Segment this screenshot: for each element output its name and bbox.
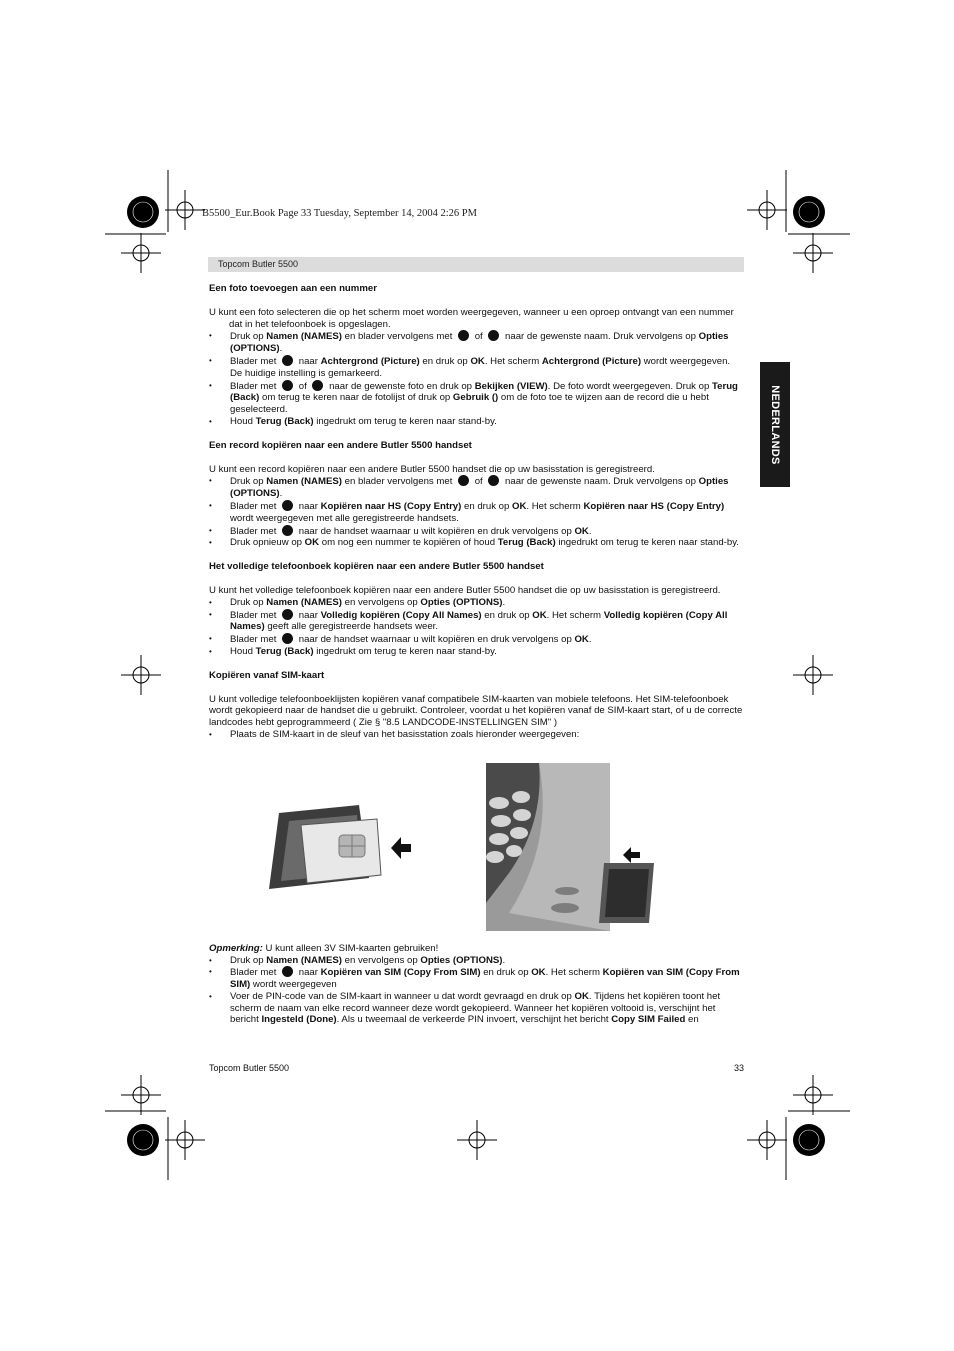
note-label: Opmerking: bbox=[209, 942, 263, 954]
nav-down-key-icon bbox=[312, 380, 323, 391]
list-item: • Blader met naar Achtergrond (Picture) en druk op OK. Het scherm Achtergrond (Picture) wordt weergegeven. De huidige instelling is gemarkeerd. bbox=[209, 355, 744, 380]
list-item: • Druk op Namen (NAMES) en vervolgens op Opties (OPTIONS). bbox=[209, 955, 744, 967]
nav-down-key-icon bbox=[282, 609, 293, 620]
list-item: • Blader met of naar de gewenste foto en druk op Bekijken (VIEW). De foto wordt weergegeven. Druk op Terug (Back) om terug te keren naar de fotolijst of druk op Gebruik () om de foto toe te wijzen aan de record die u hebt geselecteerd. bbox=[209, 380, 744, 416]
list-item: • Plaats de SIM-kaart in de sleuf van het basisstation zoals hieronder weergegeven: bbox=[209, 729, 744, 741]
list-item: • Houd Terug (Back) ingedrukt om terug te keren naar stand-by. bbox=[209, 646, 744, 658]
page-content bbox=[209, 283, 744, 1038]
arrow-left-icon bbox=[391, 837, 411, 859]
nav-down-key-icon bbox=[282, 633, 293, 644]
list-item: • Houd Terug (Back) ingedrukt om terug te keren naar stand-by. bbox=[209, 416, 744, 428]
sim-card-illustrations bbox=[209, 763, 744, 935]
nav-up-key-icon bbox=[282, 380, 293, 391]
page-number: 33 bbox=[734, 1063, 745, 1073]
list-item: • Druk op Namen (NAMES) en blader vervolgens met of naar de gewenste naam. Druk vervolgens op Opties (OPTIONS). bbox=[209, 475, 744, 500]
nav-down-key-icon bbox=[282, 355, 293, 366]
list-item: • Druk opnieuw op OK om nog een nummer te kopiëren of houd Terug (Back) ingedrukt om terug te keren naar stand-by. bbox=[209, 537, 744, 549]
nav-down-key-icon bbox=[488, 475, 499, 486]
paragraph: U kunt een record kopiëren naar een andere Butler 5500 handset die op uw basisstation is geregistreerd. bbox=[209, 463, 655, 475]
list-item: • Blader met naar Kopiëren van SIM (Copy From SIM) en druk op OK. Het scherm Kopiëren van SIM (Copy From SIM) wordt weergegeven bbox=[209, 966, 744, 991]
nav-down-key-icon bbox=[488, 330, 499, 341]
print-meta: B5500_Eur.Book Page 33 Tuesday, September 14, 2004 2:26 PM bbox=[202, 208, 477, 219]
paragraph: U kunt het volledige telefoonboek kopiëren naar een andere Butler 5500 handset die op uw basisstation is geregistreerd. bbox=[209, 584, 721, 596]
sim-tray-illustration bbox=[269, 805, 381, 889]
nav-up-key-icon bbox=[458, 330, 469, 341]
language-tab bbox=[760, 362, 790, 487]
base-station-illustration bbox=[486, 763, 654, 931]
bullet-list bbox=[209, 475, 744, 549]
list-item: • Blader met naar Kopiëren naar HS (Copy Entry) en druk op OK. Het scherm Kopiëren naar HS (Copy Entry) wordt weergegeven met alle geregistreerde handsets. bbox=[209, 500, 744, 525]
language-tab-label: NEDERLANDS bbox=[769, 384, 781, 465]
bullet-list bbox=[209, 955, 744, 1027]
bullet-list bbox=[209, 597, 744, 658]
paragraph: U kunt volledige telefoonboeklijsten kopiëren vanaf compatibele SIM-kaarten van mobiele telefoons. Het SIM-telefoonboek wordt gekopieerd naar de handset die u gebruikt. Controleer, voordat u het kopiëren vanaf de SIM-kaart start, of u de correcte landcodes hebt geprogrammeerd ( Zie § "8.5 LANDCODE-INSTELLINGEN SIM" ) bbox=[209, 693, 743, 729]
list-item: • Voer de PIN-code van de SIM-kaart in wanneer u dat wordt gevraagd en druk op OK. Tijdens het kopiëren toont het scherm de naam van elke record wanneer deze wordt gekopieerd. Wanneer het kopiëren voltooid is, verschijnt het bericht Ingesteld (Done). Als u tweemaal de verkeerde PIN invoert, verschijnt het bericht Copy SIM Failed en bbox=[209, 991, 744, 1026]
section-title: Kopiëren vanaf SIM-kaart bbox=[209, 669, 325, 681]
bullet-list bbox=[209, 729, 744, 741]
paragraph: U kunt een foto selecteren die op het scherm moet worden weergegeven, wanneer u een oproep ontvangt van een nummer dat in het telefoonboek is opgeslagen. bbox=[209, 306, 734, 330]
footer-left: Topcom Butler 5500 bbox=[209, 1063, 290, 1073]
list-item: • Blader met naar de handset waarnaar u wilt kopiëren en druk vervolgens op OK. bbox=[209, 525, 744, 538]
list-item: • Druk op Namen (NAMES) en vervolgens op Opties (OPTIONS). bbox=[209, 597, 744, 609]
section-title: Een record kopiëren naar een andere Butler 5500 handset bbox=[209, 439, 472, 451]
section-title: Een foto toevoegen aan een nummer bbox=[209, 283, 377, 294]
section-title: Het volledige telefoonboek kopiëren naar een andere Butler 5500 handset bbox=[209, 561, 544, 573]
nav-up-key-icon bbox=[458, 475, 469, 486]
bullet-list bbox=[209, 330, 744, 427]
nav-down-key-icon bbox=[282, 525, 293, 536]
list-item: • Blader met naar Volledig kopiëren (Copy All Names) en druk op OK. Het scherm Volledig kopiëren (Copy All Names) geeft alle geregistreerde handsets weer. bbox=[209, 609, 744, 634]
list-item: • Druk op Namen (NAMES) en blader vervolgens met of naar de gewenste naam. Druk vervolgens op Opties (OPTIONS). bbox=[209, 330, 744, 355]
sim-figures bbox=[209, 763, 744, 935]
running-header bbox=[208, 257, 744, 272]
nav-down-key-icon bbox=[282, 966, 293, 977]
header-text: Topcom Butler 5500 bbox=[218, 259, 299, 269]
list-item: • Blader met naar de handset waarnaar u wilt kopiëren en druk vervolgens op OK. bbox=[209, 633, 744, 646]
note: Opmerking: U kunt alleen 3V SIM-kaarten gebruiken! bbox=[209, 942, 439, 954]
nav-down-key-icon bbox=[282, 500, 293, 511]
arrow-left-icon bbox=[623, 847, 640, 863]
